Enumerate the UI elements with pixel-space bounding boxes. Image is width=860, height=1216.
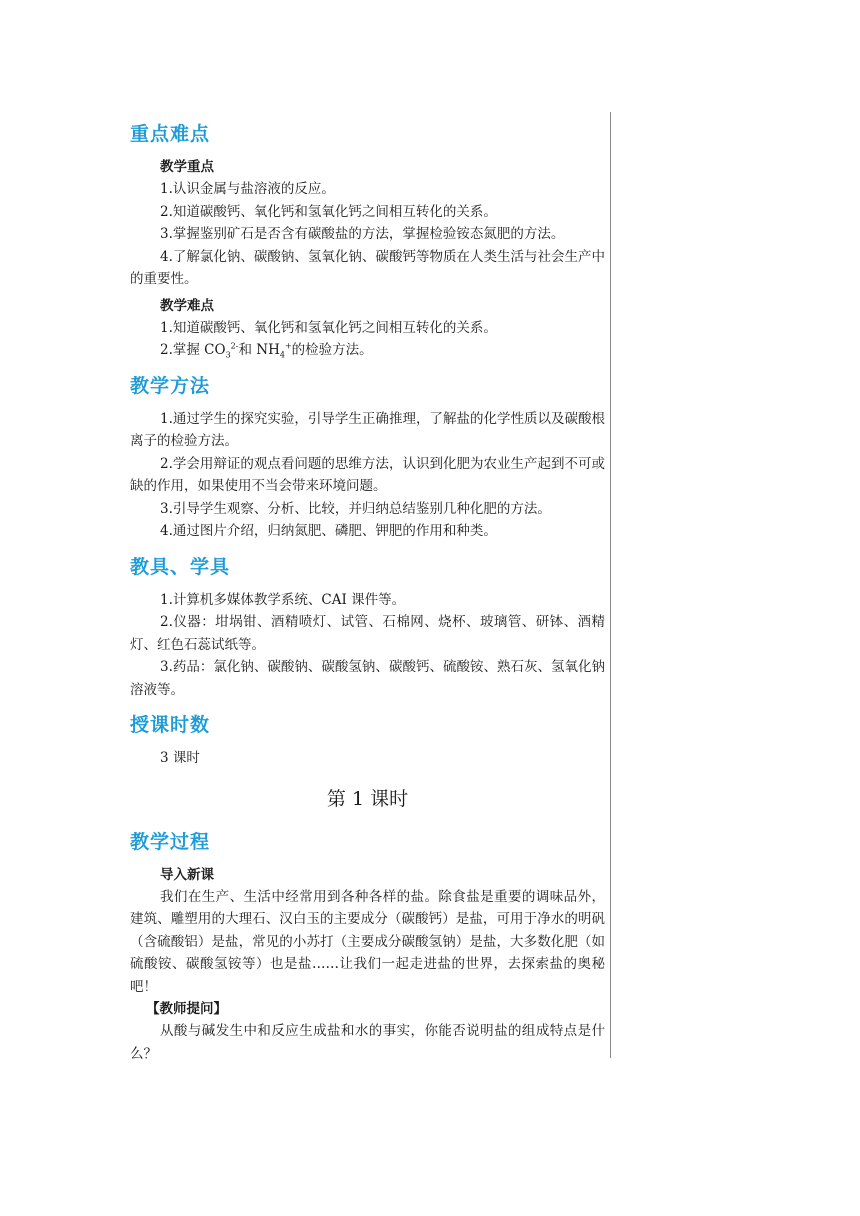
difficulty-item-2 <box>130 339 605 362</box>
difficulty-item-2-and: 和 NH <box>238 342 280 358</box>
section-heading-key-points: 重点难点 <box>130 123 211 145</box>
focus-item-3: 3.掌握鉴别矿石是否含有碳酸盐的方法，掌握检验铵态氮肥的方法。 <box>160 226 565 242</box>
lesson-title: 第 1 课时 <box>326 787 409 810</box>
subheading-difficulty: 教学难点 <box>160 297 214 314</box>
tool-item-1: 1.计算机多媒体教学系统、CAI 课件等。 <box>160 591 406 608</box>
method-item-4: 4.通过图片介绍，归纳氮肥、磷肥、钾肥的作用和种类。 <box>160 523 497 539</box>
content-column <box>130 118 605 1065</box>
carbonate-ion <box>226 342 239 358</box>
ammonium-ion <box>280 342 292 358</box>
difficulty-item-2-prefix: 2.掌握 CO <box>160 342 226 358</box>
tool-item-3: 3.药品：氯化钠、碳酸钠、碳酸氢钠、碳酸钙、硫酸铵、熟石灰、氢氧化钠溶液等。 <box>130 659 605 698</box>
focus-item-4: 4.了解氯化钠、碳酸钠、氢氧化钠、碳酸钙等物质在人类生活与社会生产中的重要性。 <box>130 248 605 287</box>
subheading-focus: 教学重点 <box>160 159 214 175</box>
focus-item-2: 2.知道碳酸钙、氧化钙和氢氧化钙之间相互转化的关系。 <box>160 203 497 220</box>
teacher-question-label: 【教师提问】 <box>146 1001 227 1017</box>
carbonate-subscript: 3 <box>225 350 231 360</box>
focus-item-1: 1.认识金属与盐溶液的反应。 <box>160 181 335 197</box>
intro-paragraph: 我们在生产、生活中经常用到各种各样的盐。除食盐是重要的调味品外，建筑、雕塑用的大理石、汉白玉的主要成分（碳酸钙）是盐，可用于净水的明矾（含硫酸铝）是盐，常见的小苏打（主要成分碳酸氢钠）是盐，大多数化肥（如硫酸铵、碳酸氢铵等）也是盐……让我们一起走进盐的世界，去探索盐的奥秘吧！ <box>130 888 605 995</box>
margin-rule <box>610 112 611 1058</box>
tool-item-2: 2.仪器：坩埚钳、酒精喷灯、试管、石棉网、烧杯、玻璃管、研钵、酒精灯、红色石蕊试纸等。 <box>130 614 605 653</box>
difficulty-item-2-suffix: 的检验方法。 <box>291 342 373 358</box>
method-item-2: 2.学会用辩证的观点看问题的思维方法，认识到化肥为农业生产起到不可或缺的作用，如果使用不当会带来环境问题。 <box>130 455 605 494</box>
ammonium-charge: + <box>284 341 292 351</box>
section-heading-methods: 教学方法 <box>130 374 211 397</box>
section-heading-hours: 授课时数 <box>130 714 211 736</box>
ammonium-subscript: 4 <box>279 350 285 360</box>
carbonate-charge: 2- <box>230 341 239 351</box>
teacher-question-text: 从酸与碱发生中和反应生成盐和水的事实，你能否说明盐的组成特点是什么？ <box>130 1023 605 1062</box>
method-item-1: 1.通过学生的探究实验，引导学生正确推理，了解盐的化学性质以及碳酸根离子的检验方法。 <box>130 410 605 449</box>
hours-value: 3 课时 <box>160 750 200 766</box>
method-item-3: 3.引导学生观察、分析、比较，并归纳总结鉴别几种化肥的方法。 <box>160 500 551 517</box>
difficulty-item-1: 1.知道碳酸钙、氧化钙和氢氧化钙之间相互转化的关系。 <box>160 319 497 336</box>
section-heading-tools: 教具、学具 <box>130 555 231 578</box>
section-heading-process: 教学过程 <box>130 830 211 853</box>
subheading-intro: 导入新课 <box>160 866 214 883</box>
